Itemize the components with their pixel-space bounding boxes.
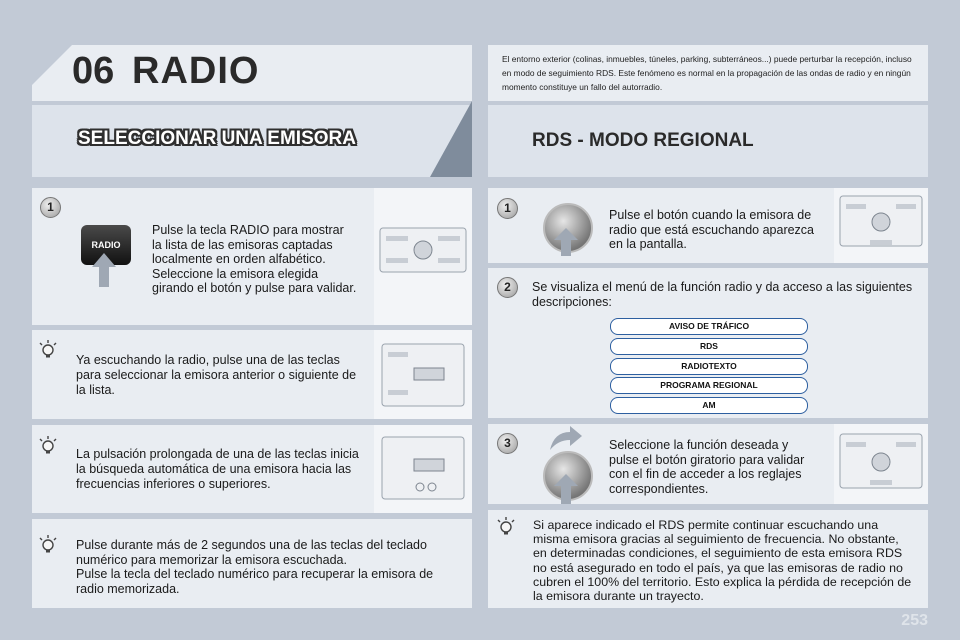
- page-number: 253: [901, 612, 928, 629]
- right-tip-text: Si aparece indicado el RDS permite continuar escuchando una misma emisora gracias al seguimiento de frecuencia. No obstante, en determinadas condiciones, el seguimiento de esta emisora RDS no está asegurado en todo el país, ya que las emisoras de radio no cubren el 100% del territorio. Esto explica la pérdida de recepción de la emisora durante un trayecto.: [533, 518, 912, 604]
- radio-console-illustration: [374, 330, 472, 419]
- menu-item-radiotext[interactable]: RADIOTEXTO: [610, 358, 808, 375]
- radio-key-icon: RADIO: [81, 225, 131, 265]
- press-arrow-icon: [92, 253, 116, 287]
- menu-item-am[interactable]: AM: [610, 397, 808, 414]
- tip-bulb-icon: [38, 535, 58, 555]
- right-step3-text: Seleccione la función deseada y pulse el botón giratorio para validar con el fin de acceder a los reglajes correspondientes.: [609, 438, 805, 496]
- left-tip1-device-area: [374, 330, 472, 419]
- radio-console-illustration: [374, 425, 472, 513]
- right-step1-device-area: [834, 188, 928, 263]
- section-title-left: SELECCIONAR UNA EMISORA: [78, 128, 356, 149]
- rotate-arrow-icon: [548, 426, 582, 452]
- section-title-right: RDS - MODO REGIONAL: [532, 130, 754, 151]
- radio-console-illustration: [374, 188, 472, 325]
- header-corner-cut: [32, 45, 72, 85]
- right-step3-device-area: [834, 424, 928, 504]
- menu-item-traffic[interactable]: AVISO DE TRÁFICO: [610, 318, 808, 335]
- menu-item-regional[interactable]: PROGRAMA REGIONAL: [610, 377, 808, 394]
- left-tip2-text: La pulsación prolongada de una de las teclas inicia la búsqueda automática de una emisora hacia las frecuencias inferiores o superiores.: [76, 447, 359, 491]
- chapter-number: 06: [72, 50, 115, 92]
- step-number-badge: 1: [40, 197, 61, 218]
- chapter-title: RADIO: [132, 50, 260, 92]
- tip-bulb-icon: [38, 340, 58, 360]
- press-arrow-icon: [554, 474, 578, 504]
- step-number-badge: 3: [497, 433, 518, 454]
- intro-text: El entorno exterior (colinas, inmuebles, túneles, parking, subterráneos...) puede perturbar la recepción, incluso en modo de seguimiento RDS. Este fenómeno es normal en la propagación de las ondas de radio y en ningún momento constituye un fallo del autorradio.: [502, 54, 912, 92]
- radio-console-illustration: [834, 424, 928, 504]
- radio-console-illustration: [834, 188, 928, 263]
- step-number-badge: 2: [497, 277, 518, 298]
- left-tip2-device-area: [374, 425, 472, 513]
- menu-item-rds[interactable]: RDS: [610, 338, 808, 355]
- left-step1-text: Pulse la tecla RADIO para mostrar la lista de las emisoras captadas localmente en orden alfabético. Seleccione la emisora elegida girando el botón y pulse para validar.: [152, 223, 357, 295]
- tip-bulb-icon: [496, 517, 516, 537]
- right-step1-text: Pulse el botón cuando la emisora de radio que está escuchando aparezca en la pantalla.: [609, 208, 815, 251]
- step-number-badge: 1: [497, 198, 518, 219]
- right-step2-text: Se visualiza el menú de la función radio y da acceso a las siguientes descripciones:: [532, 280, 913, 309]
- tip-bulb-icon: [38, 436, 58, 456]
- left-tip3-text: Pulse durante más de 2 segundos una de las teclas del teclado numérico para memorizar la emisora escuchada. Pulse la tecla del teclado numérico para recuperar la emisora de radio memorizada.: [76, 538, 434, 596]
- left-step1-device-area: [374, 188, 472, 325]
- left-tip1-text: Ya escuchando la radio, pulse una de las teclas para seleccionar la emisora anterior o siguiente de la lista.: [76, 353, 357, 397]
- diagonal-divider: [430, 101, 472, 177]
- press-arrow-icon: [554, 228, 578, 256]
